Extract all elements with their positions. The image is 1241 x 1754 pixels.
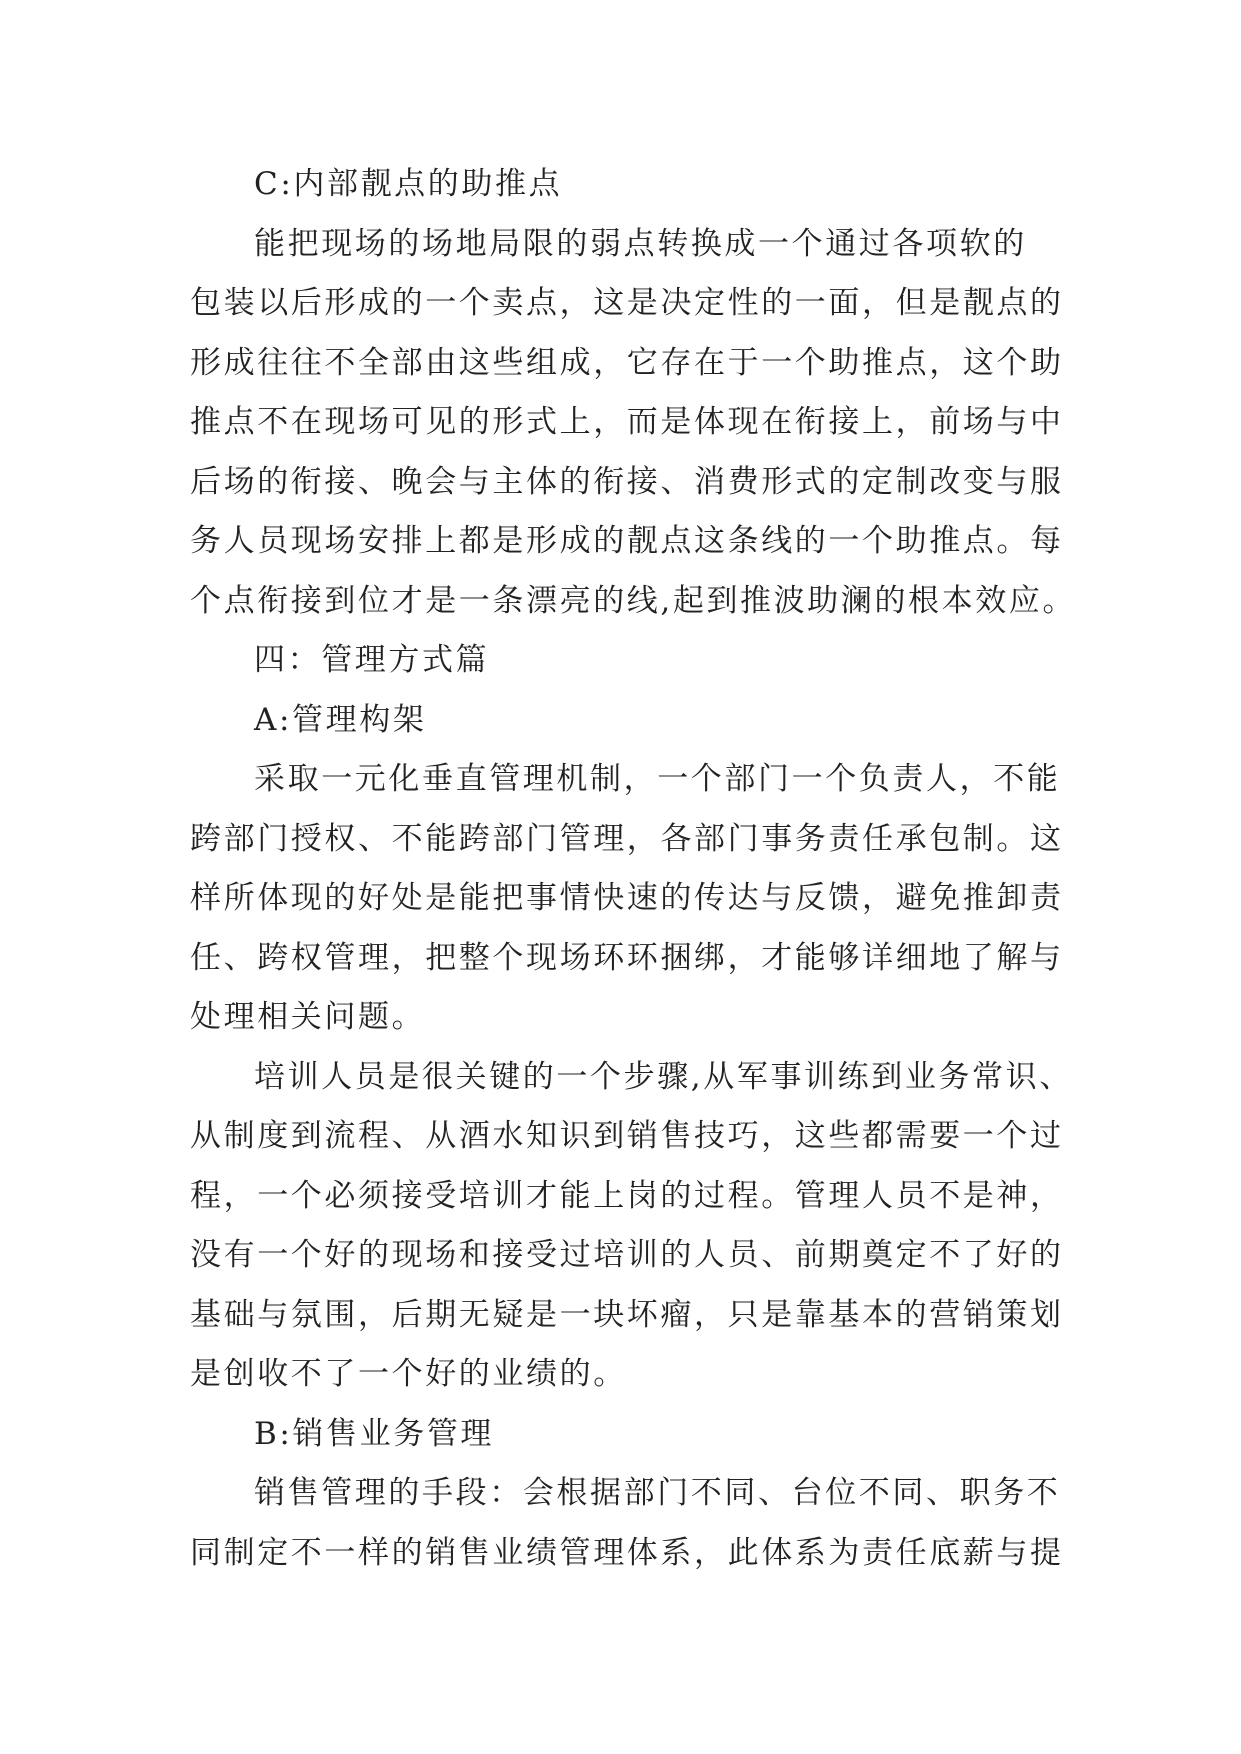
paragraph-line: 后场的衔接、晚会与主体的衔接、消费形式的定制改变与服 (190, 463, 1064, 500)
paragraph-line: 处理相关问题。 (190, 999, 426, 1035)
document-body (190, 155, 1077, 1583)
paragraph-line: 能把现场的场地局限的弱点转换成一个通过各项软的 (254, 225, 1027, 262)
paragraph-line: 任、跨权管理，把整个现场环环捆绑，才能够详细地了解与 (190, 939, 1064, 976)
section-heading-b: B:销售业务管理 (254, 1415, 495, 1452)
paragraph-line: 采取一元化垂直管理机制，一个部门一个负责人，不能 (254, 761, 1061, 797)
paragraph-line: 是创收不了一个好的业绩的。 (190, 1356, 627, 1392)
paragraph-line: 务人员现场安排上都是形成的靓点这条线的一个助推点。每 (190, 523, 1064, 559)
paragraph-line: 培训人员是很关键的一个步骤,从军事训练到业务常识、 (254, 1058, 1073, 1095)
paragraph-line: 样所体现的好处是能把事情快速的传达与反馈，避免推卸责 (190, 880, 1064, 916)
paragraph-line: 没有一个好的现场和接受过培训的人员、前期奠定不了好的 (190, 1237, 1064, 1273)
paragraph-line: 基础与氛围，后期无疑是一块坏瘤，只是靠基本的营销策划 (190, 1296, 1064, 1333)
paragraph-line: 推点不在现场可见的形式上，而是体现在衔接上，前场与中 (190, 404, 1064, 440)
paragraph-line: 跨部门授权、不能跨部门管理，各部门事务责任承包制。这 (190, 820, 1064, 857)
paragraph-line: 同制定不一样的销售业绩管理体系，此体系为责任底薪与提 (190, 1534, 1064, 1571)
paragraph-line: 销售管理的手段：会根据部门不同、台位不同、职务不 (254, 1475, 1061, 1511)
chapter-heading-4: 四：管理方式篇 (254, 642, 490, 678)
paragraph-line: 个点衔接到位才是一条漂亮的线,起到推波助澜的根本效应。 (190, 582, 1077, 619)
section-heading-c: C:内部靓点的助推点 (254, 166, 563, 202)
paragraph-line: 形成往往不全部由这些组成，它存在于一个助推点，这个助 (190, 344, 1064, 381)
paragraph-line: 包装以后形成的一个卖点，这是决定性的一面，但是靓点的 (190, 285, 1064, 321)
paragraph-line: 程，一个必须接受培训才能上岗的过程。管理人员不是神， (190, 1177, 1064, 1214)
paragraph-line: 从制度到流程、从酒水知识到销售技巧，这些都需要一个过 (190, 1118, 1064, 1154)
section-heading-a: A:管理构架 (254, 701, 427, 738)
